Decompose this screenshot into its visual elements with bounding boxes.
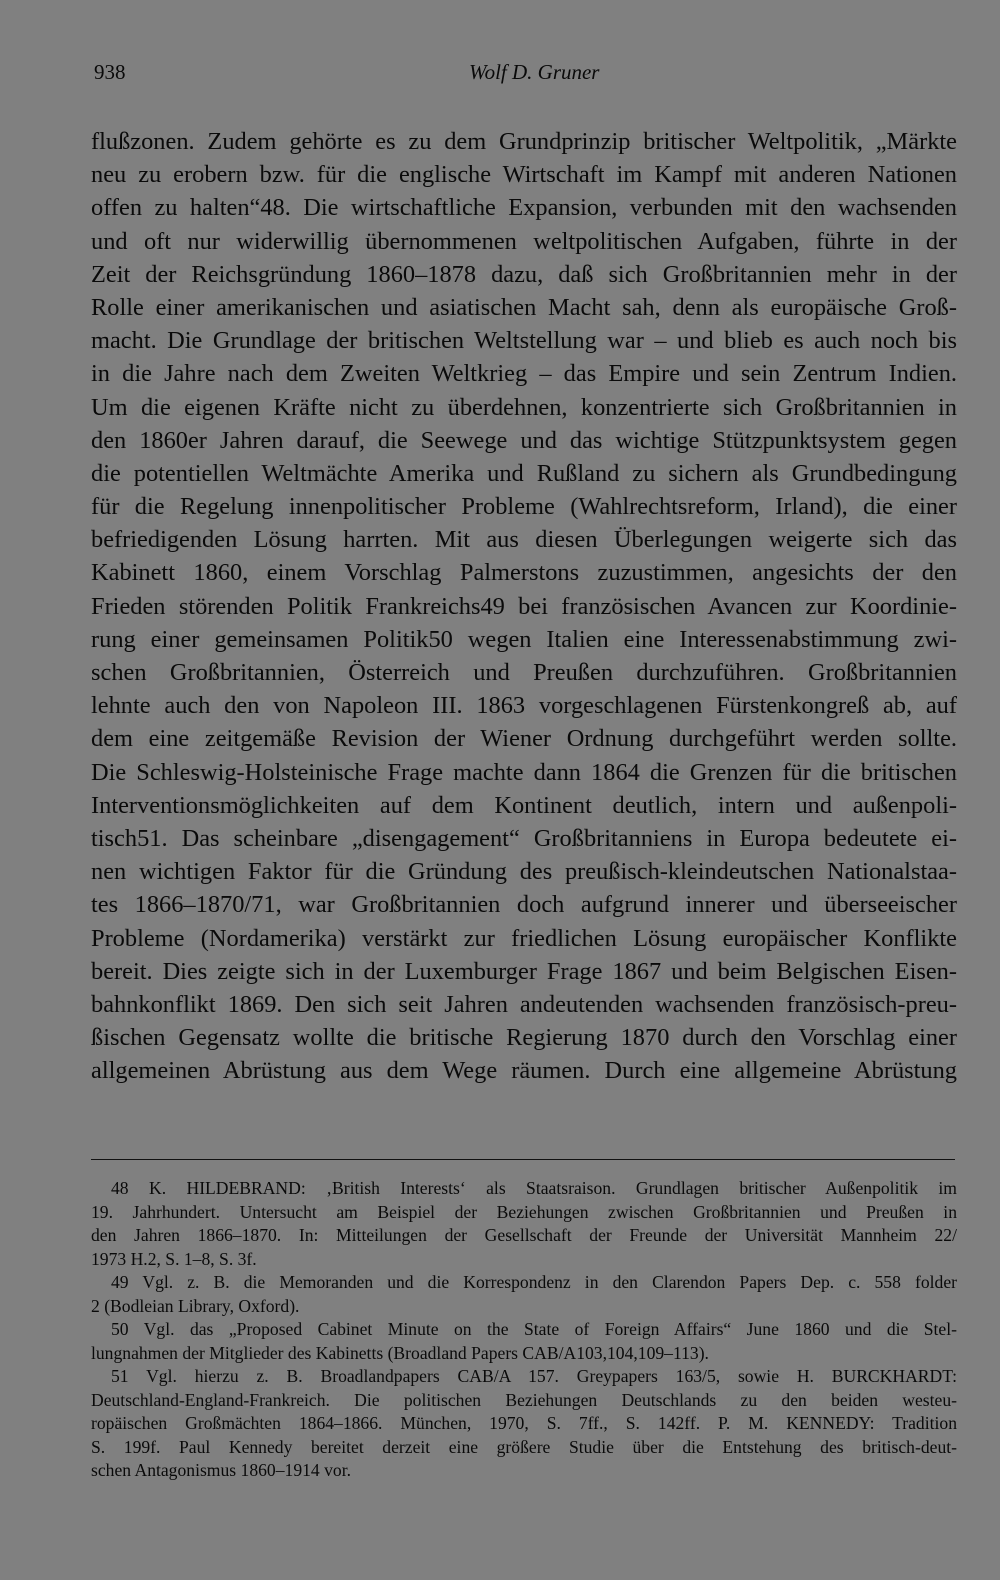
text-line: Probleme (Nordamerika) verstärkt zur friedlichen Lösung europäischer Konflikte <box>91 924 957 952</box>
text-line: für die Regelung innenpolitischer Probleme (Wahlrechtsreform, Irland), die einer <box>91 493 957 521</box>
main-text <box>91 125 957 1087</box>
footnote-line: 49 Vgl. z. B. die Memoranden und die Korrespondenz in den Clarendon Papers Dep. c. 558 folder <box>111 1272 957 1292</box>
text-line: den 1860er Jahren darauf, die Seewege und das wichtige Stützpunktsystem gegen <box>91 426 957 454</box>
text-line: und oft nur widerwillig übernommenen weltpolitischen Aufgaben, führte in der <box>91 227 957 255</box>
footnote-line: 51 Vgl. hierzu z. B. Broadlandpapers CAB/A 157. Greypapers 163/5, sowie H. BURCKHARDT: <box>111 1366 957 1386</box>
text-line: macht. Die Grundlage der britischen Weltstellung war – und blieb es auch noch bis <box>91 327 957 355</box>
footnote-line: lungnahmen der Mitglieder des Kabinetts (Broadland Papers CAB/A103,104,109–113). <box>91 1342 709 1363</box>
footnote-line: schen Antagonismus 1860–1914 vor. <box>91 1460 351 1480</box>
footnote-line: S. 199f. Paul Kennedy bereitet derzeit eine größere Studie über die Entstehung des britisch-deut- <box>91 1436 957 1457</box>
footnotes <box>91 1177 957 1483</box>
footnote-line: den Jahren 1866–1870. In: Mitteilungen der Gesellschaft der Freunde der Universität Mannheim 22/ <box>91 1225 957 1245</box>
text-line: Frieden störenden Politik Frankreichs49 bei französischen Avancen zur Koordinie- <box>91 592 957 620</box>
text-line: bereit. Dies zeigte sich in der Luxemburger Frage 1867 und beim Belgischen Eisen- <box>91 957 957 985</box>
text-line: Um die eigenen Kräfte nicht zu überdehnen, konzentrierte sich Großbritannien in <box>91 393 957 421</box>
page-header <box>94 60 956 94</box>
running-head-author: Wolf D. Gruner <box>469 60 600 84</box>
text-line: Die Schleswig-Holsteinische Frage machte dann 1864 die Grenzen für die britischen <box>91 758 957 786</box>
footnote-line: 2 (Bodleian Library, Oxford). <box>91 1295 300 1316</box>
text-line: nen wichtigen Faktor für die Gründung des preußisch-kleindeutschen Nationalstaa- <box>91 858 957 886</box>
text-line: tes 1866–1870/71, war Großbritannien doch aufgrund innerer und überseeischer <box>91 891 957 919</box>
text-line: schen Großbritannien, Österreich und Preußen durchzuführen. Großbritannien <box>91 659 957 686</box>
footnote-line: 1973 H.2, S. 1–8, S. 3f. <box>91 1248 257 1269</box>
page-number: 938 <box>94 60 126 84</box>
text-line: dem eine zeitgemäße Revision der Wiener Ordnung durchgeführt werden sollte. <box>91 725 957 753</box>
text-line: lehnte auch den von Napoleon III. 1863 vorgeschlagenen Fürstenkongreß ab, auf <box>91 692 957 720</box>
footnote-line: 50 Vgl. das „Proposed Cabinet Minute on the State of Foreign Affairs“ June 1860 und die Stel- <box>111 1319 957 1339</box>
text-line: bahnkonflikt 1869. Den sich seit Jahren andeutenden wachsenden französisch-preu- <box>91 990 957 1018</box>
text-line: ßischen Gegensatz wollte die britische Regierung 1870 durch den Vorschlag einer <box>91 1024 957 1052</box>
footnote-line: 48 K. HILDEBRAND: ‚British Interests‘ als Staatsraison. Grundlagen britischer Außenpolitik im <box>111 1178 957 1198</box>
text-line: flußzonen. Zudem gehörte es zu dem Grundprinzip britischer Weltpolitik, „Märkte <box>91 128 957 155</box>
text-line: Kabinett 1860, einem Vorschlag Palmerstons zuzustimmen, angesichts der den <box>91 559 957 587</box>
text-line: offen zu halten“48. Die wirtschaftliche Expansion, verbunden mit den wachsenden <box>91 194 957 222</box>
text-line: Rolle einer amerikanischen und asiatischen Macht sah, denn als europäische Groß- <box>91 293 957 321</box>
text-line: befriedigenden Lösung harrten. Mit aus diesen Überlegungen weigerte sich das <box>91 526 957 554</box>
text-line: allgemeinen Abrüstung aus dem Wege räumen. Durch eine allgemeine Abrüstung <box>91 1057 957 1085</box>
text-line: in die Jahre nach dem Zweiten Weltkrieg – das Empire und sein Zentrum Indien. <box>91 360 957 388</box>
text-line: tisch51. Das scheinbare „disengagement“ Großbritanniens in Europa bedeutete ei- <box>91 824 957 852</box>
text-line: Zeit der Reichsgründung 1860–1878 dazu, daß sich Großbritannien mehr in der <box>91 260 957 288</box>
footnote-line: ropäischen Großmächten 1864–1866. München, 1970, S. 7ff., S. 142ff. P. M. KENNEDY: Tradition <box>91 1413 957 1433</box>
text-line: rung einer gemeinsamen Politik50 wegen Italien eine Interessenabstimmung zwi- <box>91 625 957 653</box>
text-line: die potentiellen Weltmächte Amerika und Rußland zu sichern als Grundbedingung <box>91 459 957 487</box>
footnote-line: 19. Jahrhundert. Untersucht am Beispiel der Beziehungen zwischen Großbritannien und Preußen in <box>91 1201 957 1222</box>
text-line: Interventionsmöglichkeiten auf dem Kontinent deutlich, intern und außenpoli- <box>91 791 957 819</box>
text-line: neu zu erobern bzw. für die englische Wirtschaft im Kampf mit anderen Nationen <box>91 161 957 189</box>
footnote-line: Deutschland-England-Frankreich. Die politischen Beziehungen Deutschlands zu den beiden westeu- <box>91 1389 957 1410</box>
footnote-separator <box>91 1159 955 1160</box>
